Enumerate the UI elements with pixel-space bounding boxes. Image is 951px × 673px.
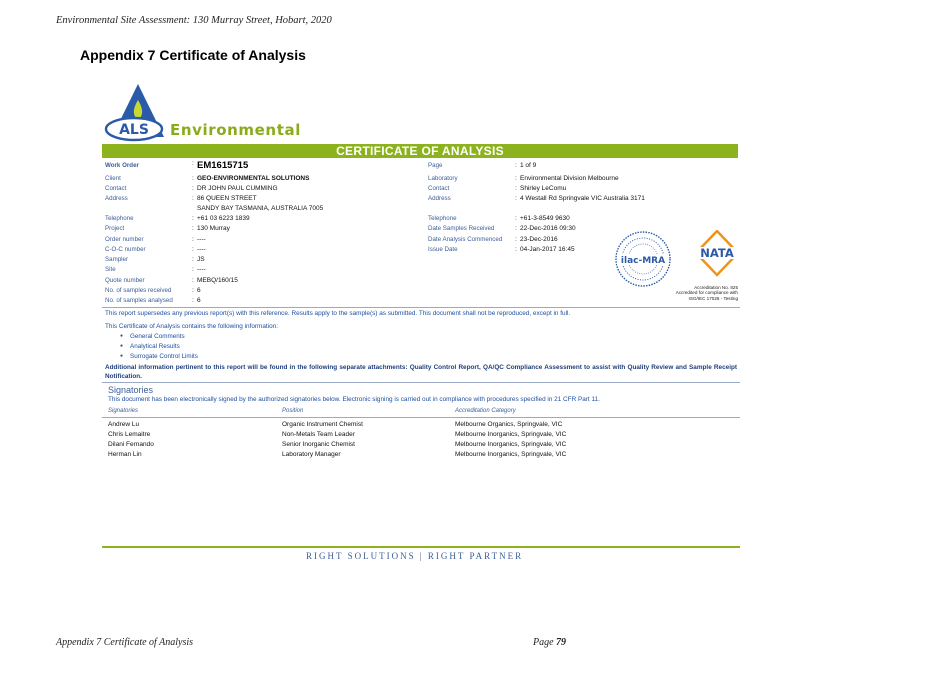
sig-col-header: Signatories xyxy=(108,408,139,414)
logo-badge-text: ALS xyxy=(119,122,149,138)
field-label: Site xyxy=(105,266,116,273)
signatories-title: Signatories xyxy=(108,385,154,395)
field-value: Shirley LeComu xyxy=(520,185,567,192)
field-value: 4 Westall Rd Springvale VIC Australia 3171 xyxy=(520,195,645,202)
field-value: 23-Dec-2016 xyxy=(520,236,558,243)
client-value: GEO-ENVIRONMENTAL SOLUTIONS xyxy=(197,175,310,182)
als-tagline: RIGHT SOLUTIONS | RIGHT PARTNER xyxy=(306,551,524,561)
field-colon: : xyxy=(515,236,517,243)
signatory-category: Melbourne Organics, Springvale, VIC xyxy=(455,421,563,428)
work-order-value: EM1615715 xyxy=(197,160,249,171)
field-colon: : xyxy=(192,256,194,263)
field-colon: : xyxy=(192,277,194,284)
field-colon: : xyxy=(515,162,517,169)
bottom-green-rule xyxy=(102,546,740,548)
signatory-position: Organic Instrument Chemist xyxy=(282,421,363,428)
field-colon: : xyxy=(192,287,194,294)
field-value: MEBQ/160/15 xyxy=(197,277,238,284)
field-value: +61 03 6223 1839 xyxy=(197,215,250,222)
signatory-name: Herman Lin xyxy=(108,451,142,458)
field-label: No. of samples analysed xyxy=(105,297,173,304)
field-label: Date Samples Received xyxy=(428,225,495,232)
field-colon: : xyxy=(515,175,517,182)
contents-item: ● Analytical Results xyxy=(120,343,180,350)
field-label: Work Order xyxy=(105,162,139,169)
field-value: 6 xyxy=(197,287,201,294)
field-label: Address xyxy=(428,195,451,202)
field-label: Contact xyxy=(105,185,127,192)
signatory-name: Andrew Lu xyxy=(108,421,140,428)
signatory-name: Dilani Fernando xyxy=(108,441,154,448)
logo-wordmark: Environmental xyxy=(170,121,301,139)
field-value: ---- xyxy=(197,236,206,243)
signatory-position: Senior Inorganic Chemist xyxy=(282,441,355,448)
field-colon: : xyxy=(515,246,517,253)
field-label: Telephone xyxy=(428,215,457,222)
field-label: C-O-C number xyxy=(105,246,146,253)
divider xyxy=(102,307,740,308)
field-label: Contact xyxy=(428,185,450,192)
certificate-title-bar: CERTIFICATE OF ANALYSIS xyxy=(102,144,738,158)
signatories-statement: This document has been electronically signed by the authorized signatories below. Electronic signing is carried out in compliance with procedures specified in 21 CFR Part 11. xyxy=(108,396,600,403)
signatory-name: Chris Lemaitre xyxy=(108,431,151,438)
nata-text: NATA xyxy=(700,246,734,260)
field-colon: : xyxy=(192,297,194,304)
footer-title: Appendix 7 Certificate of Analysis xyxy=(56,637,194,648)
field-value: +61-3-8549 9630 xyxy=(520,215,570,222)
field-label: Quote number xyxy=(105,277,145,284)
field-colon: : xyxy=(192,185,194,192)
contents-intro: This Certificate of Analysis contains the following information: xyxy=(105,323,278,330)
field-value: SANDY BAY TASMANIA, AUSTRALIA 7005 xyxy=(197,205,324,212)
sig-col-header: Position xyxy=(282,408,304,414)
field-value: 04-Jan-2017 16:45 xyxy=(520,246,575,253)
document-running-header: Environmental Site Assessment: 130 Murray Street, Hobart, 2020 xyxy=(56,15,332,26)
footer-page-number: 79 xyxy=(556,637,567,648)
contents-item: ● Surrogate Control Limits xyxy=(120,353,198,360)
field-label: Date Analysis Commenced xyxy=(428,236,503,243)
accreditation-line: Accredited for compliance with xyxy=(675,290,738,296)
field-label: Telephone xyxy=(105,215,134,222)
signatory-position: Laboratory Manager xyxy=(282,451,341,458)
field-colon: : xyxy=(515,225,517,232)
field-colon: : xyxy=(192,225,194,232)
field-value: JS xyxy=(197,256,205,263)
field-colon: : xyxy=(192,236,194,243)
additional-information: Additional information pertinent to this report will be found in the following separate attachments: Quality Control Report, QA/QC Compliance Assessment to assist with Quality Review and Sample Receipt Notification. xyxy=(105,364,737,380)
ilac-mra-seal xyxy=(614,230,672,288)
nata-logo xyxy=(694,230,740,282)
field-label: Order number xyxy=(105,236,144,243)
accreditation-line: ISO/IEC 17025 - Testing xyxy=(688,295,738,301)
ilac-text: ilac-MRA xyxy=(620,256,666,266)
field-label: Laboratory xyxy=(428,175,458,182)
field-value: 22-Dec-2016 09:30 xyxy=(520,225,576,232)
field-colon: : xyxy=(515,195,517,202)
field-colon: : xyxy=(192,195,194,202)
field-label: Address xyxy=(105,195,128,202)
field-label: Issue Date xyxy=(428,246,458,253)
field-label: No. of samples received xyxy=(105,287,172,294)
field-label: Sampler xyxy=(105,256,129,263)
appendix-title: Appendix 7 Certificate of Analysis xyxy=(80,47,306,63)
footer-page-label: Page xyxy=(533,637,554,648)
field-value: DR JOHN PAUL CUMMING xyxy=(197,185,278,192)
field-colon: : xyxy=(515,215,517,222)
field-value: Environmental Division Melbourne xyxy=(520,175,619,182)
field-colon: : xyxy=(515,185,517,192)
field-label: Page xyxy=(428,162,443,169)
contents-item: ● General Comments xyxy=(120,333,185,340)
sig-col-header: Accreditation Category xyxy=(455,408,516,414)
signatory-category: Melbourne Inorganics, Springvale, VIC xyxy=(455,451,567,458)
field-value: ---- xyxy=(197,266,206,273)
field-value: 86 QUEEN STREET xyxy=(197,195,257,202)
divider xyxy=(102,382,740,383)
page-count-value: 1 of 9 xyxy=(520,162,537,169)
accreditation-text xyxy=(656,285,738,301)
field-label: Client xyxy=(105,175,121,182)
footer-page xyxy=(533,637,566,648)
field-value: 130 Murray xyxy=(197,225,230,232)
signatory-category: Melbourne Inorganics, Springvale, VIC xyxy=(455,431,567,438)
signatory-category: Melbourne Inorganics, Springvale, VIC xyxy=(455,441,567,448)
supersedes-notice: This report supersedes any previous report(s) with this reference. Results apply to the sample(s) as submitted. This document shall not be reproduced, except in full. xyxy=(105,310,571,317)
field-value: ---- xyxy=(197,246,206,253)
field-colon: : xyxy=(192,246,194,253)
accreditation-line: Accreditation No. 825 xyxy=(694,285,738,290)
divider xyxy=(102,417,740,418)
field-colon: : xyxy=(192,175,194,182)
field-colon: : xyxy=(192,160,194,167)
field-colon: : xyxy=(192,266,194,273)
field-value: 6 xyxy=(197,297,201,304)
field-colon: : xyxy=(192,215,194,222)
signatory-position: Non-Metals Team Leader xyxy=(282,431,355,438)
field-label: Project xyxy=(105,225,125,232)
